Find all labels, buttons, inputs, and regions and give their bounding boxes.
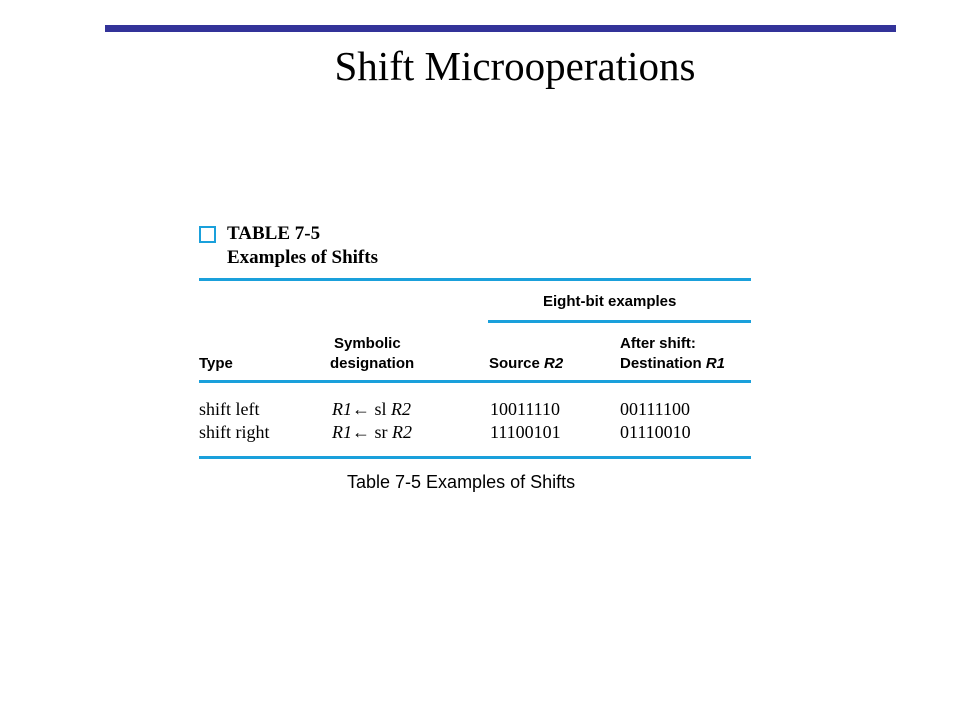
col-header-source — [489, 354, 563, 373]
group-header-rule — [488, 320, 751, 323]
row-1-src: R2 — [391, 399, 412, 419]
row-2-destination: 01110010 — [620, 422, 691, 442]
row-1-type: shift left — [199, 399, 260, 419]
table-header-block — [199, 222, 751, 272]
row-1-op: sl — [374, 399, 387, 419]
shifts-table — [199, 222, 751, 442]
col-header-symbolic-2: designation — [330, 355, 415, 372]
table-header-rule — [199, 380, 751, 383]
figure-caption: Table 7-5 Examples of Shifts — [347, 472, 576, 492]
square-bullet-icon — [199, 226, 216, 243]
table-caption: Examples of Shifts — [227, 247, 378, 268]
row-1-dst: R1 — [332, 399, 352, 419]
col-header-dest-reg: R1 — [705, 355, 726, 372]
row-2-op: sr — [374, 422, 388, 442]
table-top-rule — [199, 278, 751, 281]
title-rule — [105, 25, 896, 32]
row-2-dst: R1 — [332, 422, 352, 442]
row-2-symbolic — [332, 421, 412, 443]
table-bottom-rule — [199, 456, 751, 459]
col-header-source-prefix: Source — [489, 355, 545, 372]
col-header-symbolic-1: Symbolic — [334, 335, 401, 352]
row-2-arrow: ← — [352, 422, 370, 442]
row-1-arrow: ← — [352, 399, 370, 419]
group-header: Eight-bit examples — [543, 293, 677, 310]
slide-title: Shift Microoperations — [334, 43, 696, 89]
col-header-type: Type — [199, 355, 233, 372]
row-2-type: shift right — [199, 422, 270, 442]
col-header-dest — [620, 354, 725, 373]
col-header-dest-1: After shift: — [620, 335, 696, 352]
col-header-dest-prefix: Destination — [620, 355, 706, 372]
row-2-source: 11100101 — [490, 422, 561, 442]
row-1-source: 10011110 — [490, 399, 560, 419]
row-1-destination: 00111100 — [620, 399, 690, 419]
row-1-symbolic — [332, 398, 411, 420]
row-2-src: R2 — [392, 422, 412, 442]
table-label: TABLE 7-5 — [227, 223, 321, 244]
col-header-source-reg: R2 — [544, 355, 564, 372]
